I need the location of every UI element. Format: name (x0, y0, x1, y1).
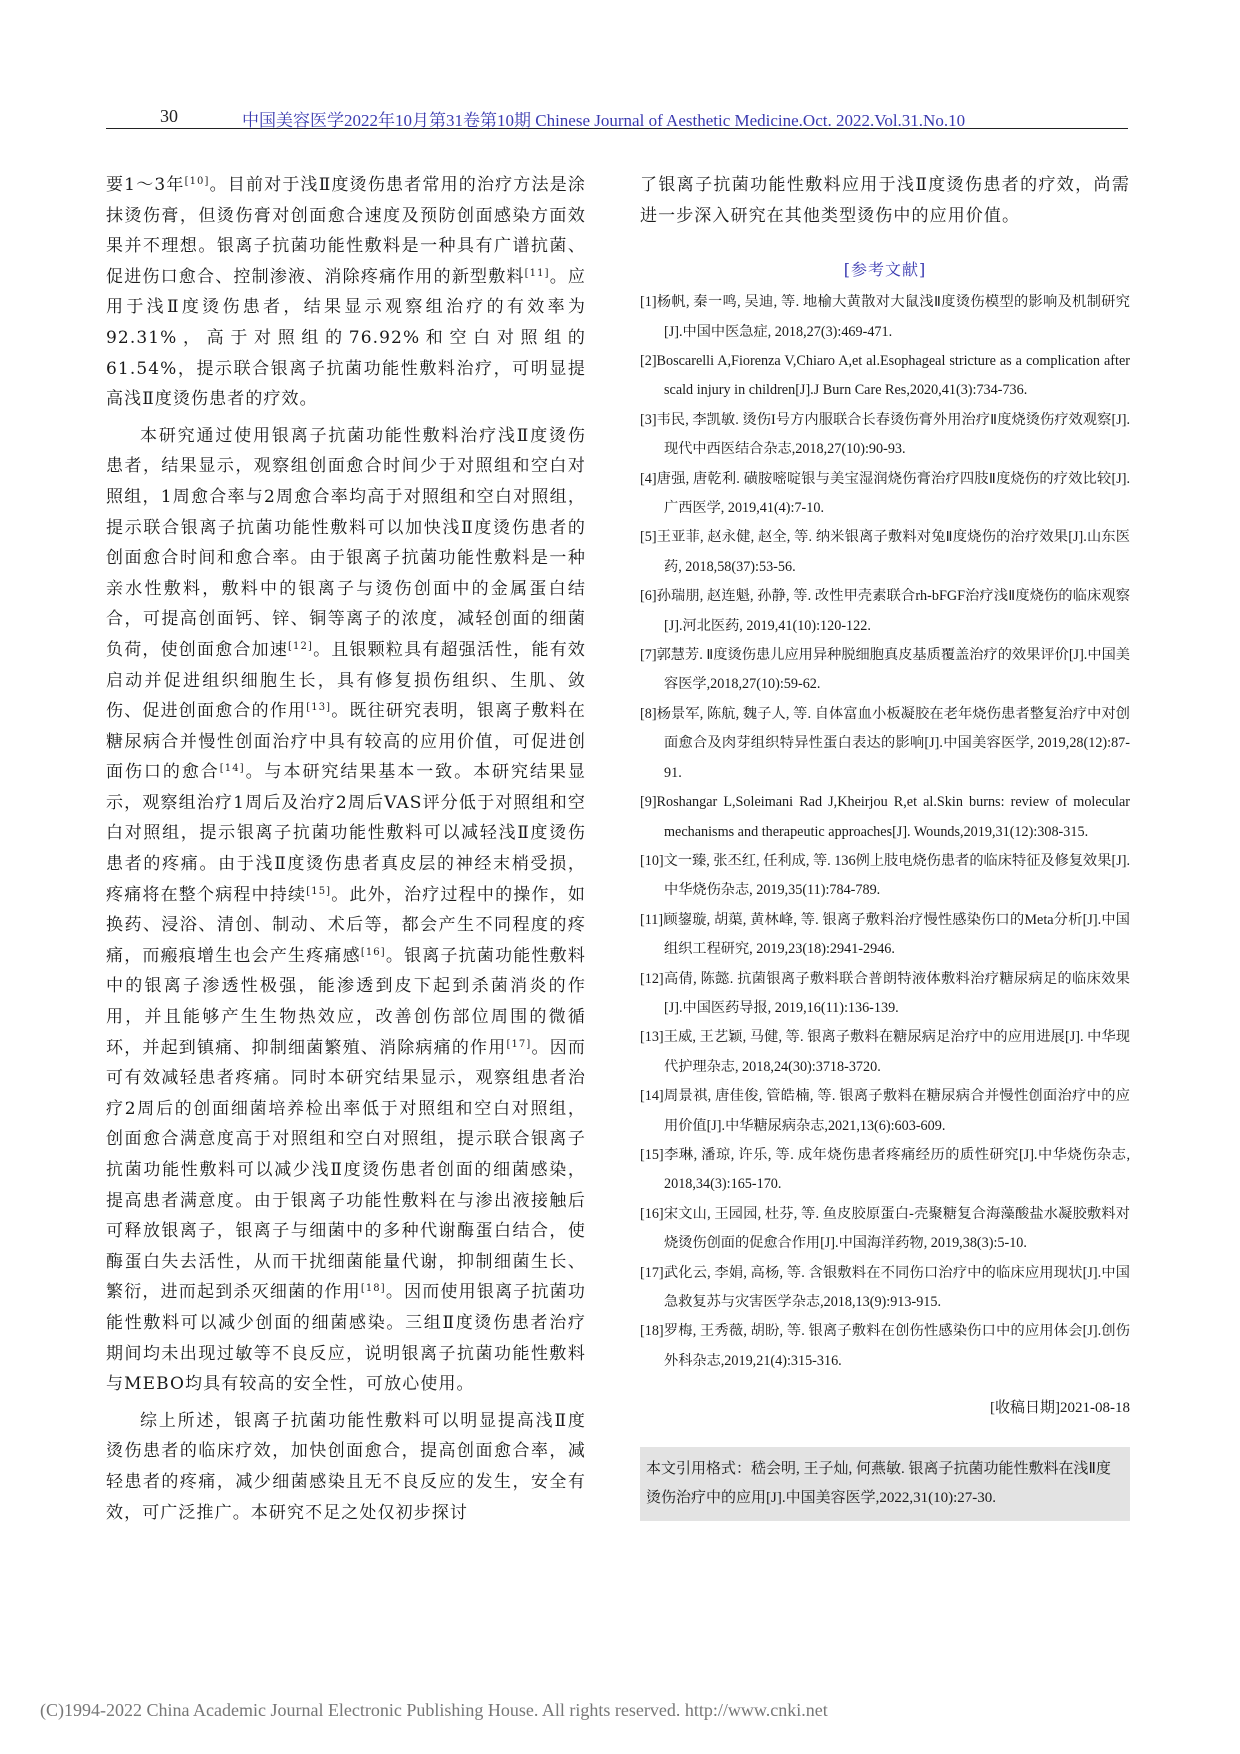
citation-ref: [10] (184, 176, 210, 187)
reference-item: [5]王亚菲, 赵永健, 赵全, 等. 纳米银离子敷料对兔Ⅱ度烧伤的治疗效果[J].山东医药, 2018,58(37):53-56. (640, 529, 1130, 575)
reference-item: [18]罗梅, 王秀薇, 胡盼, 等. 银离子敷料在创伤性感染伤口中的应用体会[J].创伤外科杂志,2019,21(4):315-316. (640, 1323, 1130, 1369)
reference-item: [10]文一臻, 张丕红, 任利成, 等. 136例上肢电烧伤患者的临床特征及修复效果[J].中华烧伤杂志, 2019,35(11):784-789. (640, 852, 1130, 899)
citation-ref: [11] (524, 267, 550, 279)
reference-item: [1]杨帆, 秦一鸣, 吴迪, 等. 地榆大黄散对大鼠浅Ⅱ度烫伤模型的影响及机制研究[J].中国中医急症, 2018,27(3):469-471. (640, 294, 1130, 340)
reference-item: [17]武化云, 李娟, 高杨, 等. 含银敷料在不同伤口治疗中的临床应用现状[J].中国急救复苏与灾害医学杂志,2018,13(9):913-915. (640, 1264, 1130, 1310)
reference-item: [16]宋文山, 王园园, 杜芬, 等. 鱼皮胶原蛋白-壳聚糖复合海藻酸盐水凝胶敷料对烧烫伤创面的促愈合作用[J].中国海洋药物, 2019,38(3):5-10. (640, 1205, 1130, 1252)
reference-item: [15]李琳, 潘琼, 许乐, 等. 成年烧伤患者疼痛经历的质性研究[J].中华烧伤杂志, 2018,34(3):165-170. (640, 1146, 1130, 1193)
copyright-footer: (C)1994-2022 China Academic Journal Electronic Publishing House. All rights reserved. http://www.cnki.net (40, 1700, 828, 1720)
paragraph-2: 本研究通过使用银离子抗菌功能性敷料治疗浅Ⅱ度烫伤患者，结果显示，观察组创面愈合时间少于对照组和空白对照组，1周愈合率与2周愈合率均高于对照组和空白对照组，提示联合银离子抗菌功能性敷料可以加快浅Ⅱ度烫伤患者的创面愈合时间和愈合率。由于银离子抗菌功能性敷料是一种亲水性敷料，敷料中的银离子与烫伤创面中的金属蛋白结合，可提高创面钙、锌、铜等离子的浓度，减轻创面的细菌负荷，使创面愈合加速[12]。且银颗粒具有超强活性，能有效启动并促进组织细胞生长，具有修复损伤组织、生肌、敛伤、促进创面愈合的作用[13]。既往研究表明，银离子敷料在糖尿病合并慢性创面治疗中具有较高的应用价值，可促进创面伤口的愈合[14]。与本研究结果基本一致。本研究结果显示，观察组治疗1周后及治疗2周后VAS评分低于对照组和空白对照组，提示银离子抗菌功能性敷料可以减轻浅Ⅱ度烫伤患者的疼痛。由于浅Ⅱ度烫伤患者真皮层的神经末梢受损，疼痛将在整个病程中持续[15]。此外，治疗过程中的操作，如换药、浸浴、清创、制动、术后等，都会产生不同程度的疼痛，而瘢痕增生也会产生疼痛感[16]。银离子抗菌功能性敷料中的银离子渗透性极强，能渗透到皮下起到杀菌消炎的作用，并且能够产生生物热效应，改善创伤部位周围的微循环，并起到镇痛、抑制细菌繁殖、消除病痛的作用[17]。因而可有效减轻患者疼痛。同时本研究结果显示，观察组患者治疗2周后的创面细菌培养检出率低于对照组和空白对照组，创面愈合满意度高于对照组和空白对照组，提示联合银离子抗菌功能性敷料可以减少浅Ⅱ度烫伤患者创面的细菌感染，提高患者满意度。由于银离子功能性敷料在与渗出液接触后可释放银离子，银离子与细菌中的多种代谢酶蛋白结合，使酶蛋白失去活性，从而干扰细菌能量代谢，抑制细菌生长、繁衍，进而起到杀灭细菌的作用[18]。因而使用银离子抗菌功能性敷料可以减少创面的细菌感染。三组Ⅱ度烫伤患者治疗期间均未出现过敏等不良反应，说明银离子抗菌功能性敷料与MEBO均具有较高的安全性，可放心使用。 (106, 425, 587, 1395)
reference-item: [9]Roshangar L,Soleimani Rad J,Kheirjou R,et al.Skin burns: review of molecular mechanisms and therapeutic approaches[J]. Wounds,2019,31(12):308-315. (640, 794, 1130, 840)
citation-ref: [14] (219, 763, 245, 775)
references-heading: [参考文献] (843, 260, 927, 280)
reference-item: [14]周景祺, 唐佳俊, 管皓楠, 等. 银离子敷料在糖尿病合并慢性创面治疗中的应用价值[J].中华糖尿病杂志,2021,13(6):603-609. (640, 1088, 1130, 1134)
citation-ref: [13] (306, 702, 332, 714)
page-number: 30 (160, 106, 178, 126)
reference-item: [11]顾鋆璇, 胡蕖, 黄林峰, 等. 银离子敷料治疗慢性感染伤口的Meta分析[J].中国组织工程研究, 2019,23(18):2941-2946. (640, 911, 1130, 958)
left-column (106, 170, 586, 1528)
right-column (640, 170, 1130, 1521)
reference-item: [2]Boscarelli A,Fiorenza V,Chiaro A,et al.Esophageal stricture as a complication after scald injury in children[J].J Burn Care Res,2020,41(3):734-736. (640, 353, 1130, 399)
reference-item: [12]高倩, 陈懿. 抗菌银离子敷料联合普朗特液体敷料治疗糖尿病足的临床效果[J].中国医药导报, 2019,16(11):136-139. (640, 970, 1130, 1016)
citation-ref: [18] (360, 1283, 386, 1295)
citation-ref: [16] (360, 946, 386, 958)
reference-item: [3]韦民, 李凯敏. 烫伤I号方内服联合长春烫伤膏外用治疗Ⅱ度烧烫伤疗效观察[J].现代中西医结合杂志,2018,27(10):90-93. (640, 411, 1130, 458)
reference-item: [8]杨景军, 陈航, 魏子人, 等. 自体富血小板凝胶在老年烧伤患者整复治疗中对创面愈合及肉芽组织特异性蛋白表达的影响[J].中国美容医学, 2019,28(12):87-91. (640, 705, 1130, 781)
citation-ref: [15] (306, 885, 332, 897)
reference-item: [13]王威, 王艺颖, 马健, 等. 银离子敷料在糖尿病足治疗中的应用进展[J]. 中华现代护理杂志, 2018,24(30):3718-3720. (640, 1029, 1130, 1075)
paragraph-continuation: 了银离子抗菌功能性敷料应用于浅Ⅱ度烫伤患者的疗效，尚需进一步深入研究在其他类型烫伤中的应用价值。 (640, 175, 1130, 226)
received-date: [收稿日期]2021-08-18 (990, 1400, 1130, 1417)
reference-item: [7]郭慧芳. Ⅱ度烫伤患儿应用异种脱细胞真皮基质覆盖治疗的效果评价[J].中国美容医学,2018,27(10):59-62. (640, 647, 1130, 693)
citation-ref: [17] (506, 1038, 532, 1050)
paragraph-1: 要1～3年[10]。目前对于浅Ⅱ度烫伤患者常用的治疗方法是涂抹烫伤膏，但烫伤膏对创面愈合速度及预防创面感染方面效果并不理想。银离子抗菌功能性敷料是一种具有广谱抗菌、促进伤口愈合、控制渗液、消除疼痛作用的新型敷料[11]。应用于浅Ⅱ度烫伤患者，结果显示观察组治疗的有效率为92.31%，高于对照组的76.92%和空白对照组的61.54%，提示联合银离子抗菌功能性敷料治疗，可明显提高浅Ⅱ度烫伤患者的疗效。 (106, 175, 586, 410)
header-rule (106, 128, 1128, 129)
reference-item: [4]唐强, 唐乾利. 磺胺嘧啶银与美宝湿润烧伤膏治疗四肢Ⅱ度烧伤的疗效比较[J].广西医学, 2019,41(4):7-10. (640, 470, 1130, 517)
citation-box: 本文引用格式：嵇会明, 王子灿, 何燕敏. 银离子抗菌功能性敷料在浅Ⅱ度烫伤治疗中的应用[J].中国美容医学,2022,31(10):27-30. (640, 1447, 1130, 1521)
reference-item: [6]孙瑞朋, 赵连魁, 孙静, 等. 改性甲壳素联合rh-bFGF治疗浅Ⅱ度烧伤的临床观察[J].河北医药, 2019,41(10):120-122. (640, 588, 1130, 634)
citation-ref: [12] (288, 640, 313, 652)
reference-list (640, 288, 1130, 1376)
paragraph-3: 综上所述，银离子抗菌功能性敷料可以明显提高浅Ⅱ度烫伤患者的临床疗效，加快创面愈合，提高创面愈合率，减轻患者的疼痛，减少细菌感染且无不良反应的发生，安全有效，可广泛推广。本研究不足之处仅初步探讨 (106, 1410, 586, 1523)
journal-header: 中国美容医学2022年10月第31卷第10期 Chinese Journal of Aesthetic Medicine.Oct. 2022.Vol.31.No.10 (242, 111, 966, 130)
